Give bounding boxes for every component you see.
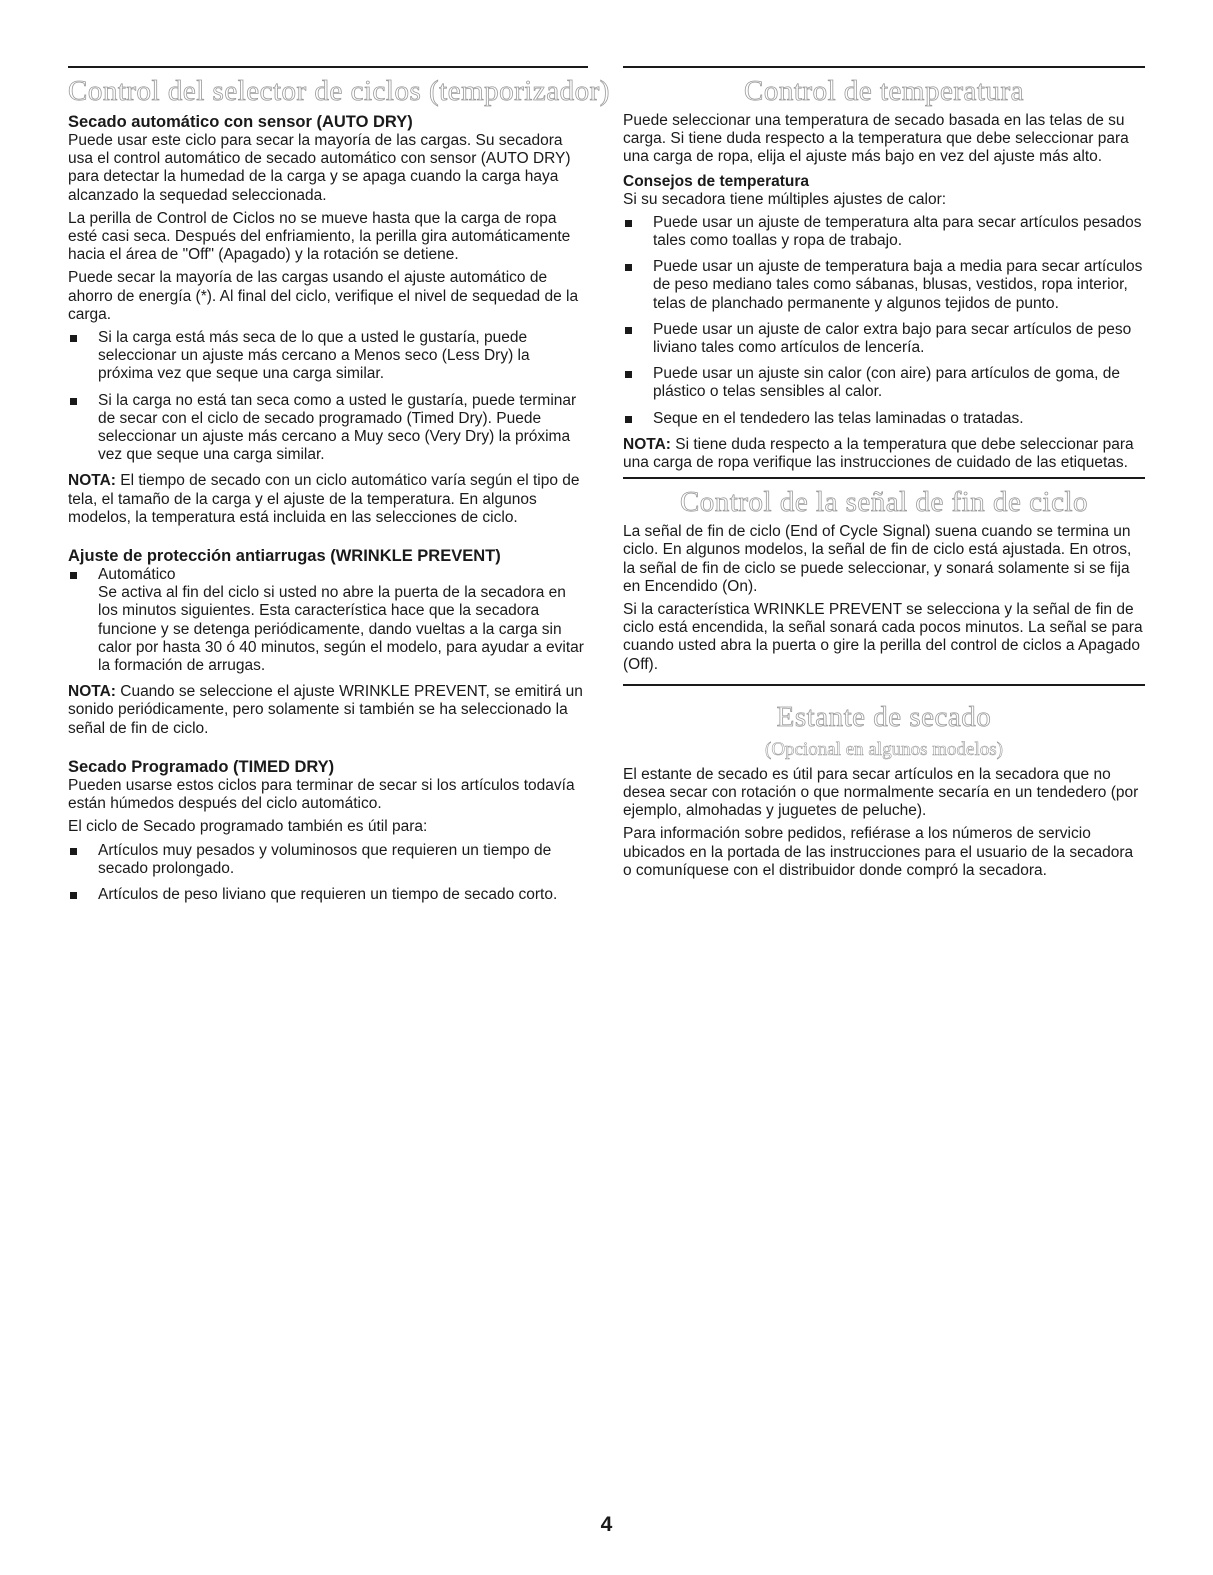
bullet-icon (70, 892, 77, 899)
auto-dry-paragraph-3: Puede secar la mayoría de las cargas usando el ajuste automático de ahorro de energía (*). Al final del ciclo, verifique el nivel de sequedad de la carga. (68, 269, 579, 323)
timed-dry-paragraph-1: Pueden usarse estos ciclos para terminar de secar si los artículos todavía están húmedos después del ciclo automático. (68, 776, 575, 813)
temperature-paragraph-2: Si su secadora tiene múltiples ajustes de calor: (623, 190, 947, 208)
list-item-text: Se activa al fin del ciclo si usted no abre la puerta de la secadora en los minutos siguientes. Esta característica hace que la secadora funcione y se detenga periódicamente, dando vueltas a la carga sin calor por hasta 30 ó 40 minutos, según el modelo, para ayudar a evitar la formación de arrugas. (98, 584, 584, 675)
section-rule (623, 684, 1145, 686)
auto-dry-list (68, 329, 588, 464)
note-label: NOTA: (68, 472, 116, 490)
wrinkle-prevent-list (68, 566, 588, 675)
list-item-text: Artículos muy pesados y voluminosos que requieren un tiempo de secado prolongado. (98, 841, 552, 877)
bullet-icon (625, 416, 632, 423)
auto-dry-paragraph-2: La perilla de Control de Ciclos no se mueve hasta que la carga de ropa esté casi seca. Después del enfriamiento, la perilla gira automáticamente hacia el área de "Off" (Apagado) y la rotación se detiene. (68, 209, 571, 264)
bullet-icon (625, 220, 632, 227)
temperature-note (623, 436, 1145, 472)
signal-paragraph-2: Si la característica WRINKLE PREVENT se selecciona y la señal de fin de ciclo está encendida, la señal sonará cada pocos minutos. La señal se para cuando usted abra la puerta o gire la perilla del control de ciclos a Apagado (Off). (623, 601, 1143, 673)
list-item (623, 321, 1145, 357)
note-text: Si tiene duda respecto a la temperatura que debe seleccionar para una carga de ropa verifique las instrucciones de cuidado de las etiquetas. (623, 435, 1134, 472)
bullet-icon (70, 398, 77, 405)
timed-dry-list (68, 842, 588, 905)
bullet-icon (625, 327, 632, 334)
temperature-paragraph-1: Puede seleccionar una temperatura de secado basada en las telas de su carga. Si tiene duda respecto a la temperatura que debe seleccionar para una carga de ropa, elija el ajuste más bajo en vez del ajuste más alto. (623, 112, 1129, 166)
page-number: 4 (600, 1513, 613, 1536)
list-item-title: Automático (98, 566, 176, 584)
list-item (68, 886, 588, 904)
bullet-icon (625, 371, 632, 378)
list-item-text: Puede usar un ajuste sin calor (con aire) para artículos de goma, de plástico o telas sensibles al calor. (653, 365, 1120, 401)
timed-dry-heading: Secado Programado (TIMED DRY) (68, 757, 335, 776)
list-item (68, 329, 588, 384)
bullet-icon (70, 335, 77, 342)
list-item (68, 842, 588, 878)
note-label: NOTA: (623, 435, 671, 453)
note-label: NOTA: (68, 683, 116, 701)
note-text: El tiempo de secado con un ciclo automático varía según el tipo de tela, el tamaño de la carga y el ajuste de la temperatura. En algunos modelos, la temperatura está incluida en las selecciones de ciclo. (68, 472, 580, 526)
list-item (623, 214, 1145, 250)
list-item-text: Artículos de peso liviano que requieren un tiempo de secado corto. (98, 885, 558, 903)
list-item-text: Puede usar un ajuste de temperatura alta para secar artículos pesados tales como toallas y ropa de trabajo. (653, 213, 1142, 250)
section-title-temperature: Control de temperatura (744, 75, 1024, 107)
left-column (68, 66, 610, 912)
section-rule (68, 66, 588, 68)
wrinkle-prevent-heading: Ajuste de protección antiarrugas (WRINKLE PREVENT) (68, 547, 501, 566)
list-item-text: Si la carga no está tan seca como a usted le gustaría, puede terminar de secar con el ciclo de secado programado (Timed Dry). Puede seleccionar un ajuste más cercano a Muy seco (Very Dry) la próxima vez que seque una carga similar. (98, 391, 577, 464)
list-item-text: Puede usar un ajuste de calor extra bajo para secar artículos de peso liviano tales como artículos de lencería. (653, 320, 1132, 357)
list-item (68, 392, 588, 465)
temperature-tips-heading: Consejos de temperatura (623, 172, 810, 190)
bullet-icon (70, 572, 77, 579)
right-column (623, 66, 1145, 885)
temperature-list (623, 214, 1145, 428)
timed-dry-paragraph-2: El ciclo de Secado programado también es útil para: (68, 818, 428, 836)
list-item-text: Si la carga está más seca de lo que a usted le gustaría, puede seleccionar un ajuste más cercano a Menos seco (Less Dry) la próxima vez que seque una carga similar. (98, 329, 530, 383)
list-item-text: Seque en el tendedero las telas laminadas o tratadas. (653, 409, 1024, 427)
list-item (623, 258, 1145, 313)
list-item (623, 365, 1145, 401)
signal-paragraph-1: La señal de fin de ciclo (End of Cycle Signal) suena cuando se termina un ciclo. En algunos modelos, la señal de fin de ciclo está ajustada. En otros, la señal de fin de ciclo se puede seleccionar, y sonará solamente si se fija en Encendido (On). (623, 523, 1132, 595)
note-text: Cuando se seleccione el ajuste WRINKLE PREVENT, se emitirá un sonido periódicamente, pero solamente si también se ha seleccionado la señal de fin de ciclo. (68, 683, 583, 737)
section-rule (623, 66, 1145, 68)
section-title-signal: Control de la señal de fin de ciclo (679, 486, 1089, 519)
rack-paragraph-2: Para información sobre pedidos, refiérase a los números de servicio ubicados en la portada de las instrucciones para el usuario de la secadora o comuníquese con el distribuidor donde compró la secadora. (623, 825, 1134, 879)
section-subtitle-drying-rack: (Opcional en algunos modelos) (765, 738, 1003, 760)
list-item-text: Puede usar un ajuste de temperatura baja a media para secar artículos de peso mediano tales como sábanas, blusas, vestidos, ropa interior, telas de planchado permanente y algunos tejidos de punto. (653, 258, 1143, 312)
rack-paragraph-1: El estante de secado es útil para secar artículos en la secadora que no desea secar con rotación o que normalmente secaría en un tendedero (por ejemplo, almohadas y juguetes de peluche). (623, 765, 1139, 820)
list-item (68, 566, 588, 675)
wrinkle-prevent-note (68, 683, 588, 738)
bullet-icon (625, 264, 632, 271)
bullet-icon (70, 848, 77, 855)
section-title-cycle-selector: Control del selector de ciclos (temporizador) (68, 75, 610, 107)
auto-dry-note (68, 472, 588, 527)
auto-dry-heading: Secado automático con sensor (AUTO DRY) (68, 113, 413, 131)
section-rule (623, 477, 1145, 479)
auto-dry-paragraph-1: Puede usar este ciclo para secar la mayoría de las cargas. Su secadora usa el control automático de secado automático con sensor (AUTO DRY) para detectar la humedad de la carga y se apaga cuando la carga haya alcanzado la sequedad seleccionada. (68, 132, 571, 204)
list-item (623, 410, 1145, 428)
section-title-drying-rack: Estante de secado (776, 700, 992, 733)
